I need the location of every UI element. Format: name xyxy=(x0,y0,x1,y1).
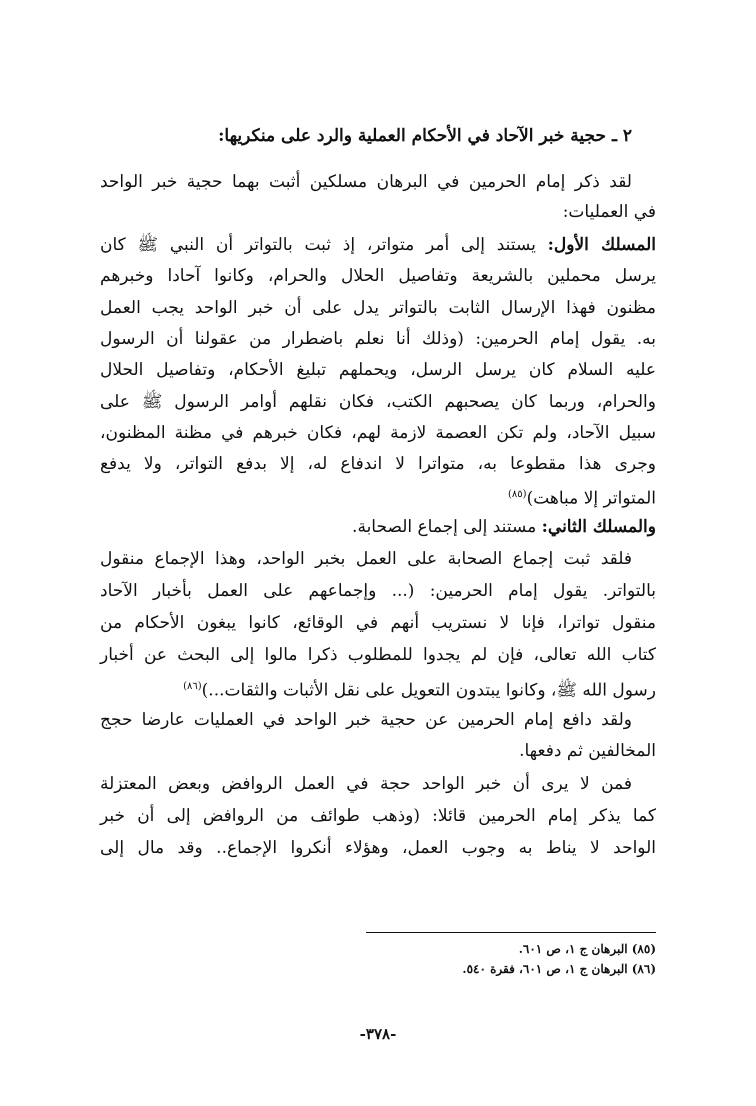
body-line-21: كما يذكر إمام الحرمين قائلا: (وذهب طوائف من الروافض إلى أن خبر xyxy=(100,806,656,826)
body-line-17 xyxy=(100,673,656,705)
body-line-15: منقول تواترا، فإنا لا نستريب أنهم في الوقائع، كانوا يبغون الأحكام من xyxy=(100,613,656,633)
footnote-85: (٨٥) البرهان ج ١، ص ٦٠١. xyxy=(518,942,656,956)
body-line-10: وجرى هذا مقطوعا به، متواترا لا اندفاع له، إلا بدفع التواتر، ولا يدفع xyxy=(100,454,656,474)
footnote-ref-86: (٨٦) xyxy=(183,681,202,692)
body-line-9: سبيل الآحاد، ولم تكن العصمة لازمة لهم، فكان خبرهم في مظنة المظنون، xyxy=(100,423,656,443)
body-line-8: والحرام، وربما كان يصحبهم الكتب، فكان نقلهم أوامر الرسول ﷺ على xyxy=(100,392,656,412)
body-line-17-text: رسول الله ﷺ، وكانوا يبتدون التعويل على نقل الأثبات والثقات...) xyxy=(201,680,656,701)
body-line-16: كتاب الله تعالى، فإن لم يجدوا للمطلوب ذكرا مالوا إلى البحث عن أخبار xyxy=(100,645,656,665)
body-line-6: به. يقول إمام الحرمين: (وذلك أنا نعلم باضطرار من عقولنا أن الرسول xyxy=(100,329,656,349)
body-line-1: لقد ذكر إمام الحرمين في البرهان مسلكين أثبت بهما حجية خبر الواحد xyxy=(100,172,632,192)
body-line-5: مظنون فهذا الإرسال الثابت بالتواتر يدل على أن خبر الواحد يجب العمل xyxy=(100,298,656,318)
body-line-11-text: المتواتر إلا مباهت) xyxy=(526,488,656,509)
footnote-86: (٨٦) البرهان ج ١، ص ٦٠١، فقرة ٥٤٠. xyxy=(462,962,656,976)
body-line-3-text: يستند إلى أمر متواتر، إذ ثبت بالتواتر أن النبي ﷺ كان xyxy=(100,235,536,255)
body-line-11 xyxy=(100,481,656,513)
first-path-label: المسلك الأول: xyxy=(547,235,656,255)
body-line-2: في العمليات: xyxy=(562,202,656,222)
second-path-label: والمسلك الثاني: xyxy=(541,517,656,537)
body-line-18: ولقد دافع إمام الحرمين عن حجية خبر الواحد في العمليات عارضا حجج xyxy=(100,710,632,730)
body-line-3 xyxy=(100,231,656,259)
body-line-22: الواحد لا يناط به وجوب العمل، وهؤلاء أنكروا الإجماع.. وقد مال إلى xyxy=(100,838,656,858)
section-heading: ٢ ـ حجية خبر الآحاد في الأحكام العملية والرد على منكريها: xyxy=(218,126,632,146)
document-page xyxy=(100,0,656,1106)
body-line-12-text: مستند إلى إجماع الصحابة. xyxy=(352,517,537,537)
body-line-4: يرسل محملين بالشريعة وتفاصيل الحلال والحرام، وكانوا آحادا وخبرهم xyxy=(100,266,656,286)
body-line-13: فلقد ثبت إجماع الصحابة على العمل بخبر الواحد، وهذا الإجماع منقول xyxy=(100,549,632,569)
body-line-7: عليه السلام كان يرسل الرسل، ويحملهم تبليغ الأحكام، وتفاصيل الحلال xyxy=(100,360,656,380)
footnote-ref-85: (٨٥) xyxy=(508,489,527,500)
page-number: -٣٧٨- xyxy=(359,1025,397,1043)
body-line-12 xyxy=(100,513,656,541)
body-line-14: بالتواتر. يقول إمام الحرمين: (... وإجماعهم على العمل بأخبار الآحاد xyxy=(100,581,656,601)
body-line-20: فمن لا يرى أن خبر الواحد حجة في العمل الروافض وبعض المعتزلة xyxy=(100,774,632,794)
body-line-19: المخالفين ثم دفعها. xyxy=(519,741,656,761)
footnote-separator xyxy=(366,932,656,933)
